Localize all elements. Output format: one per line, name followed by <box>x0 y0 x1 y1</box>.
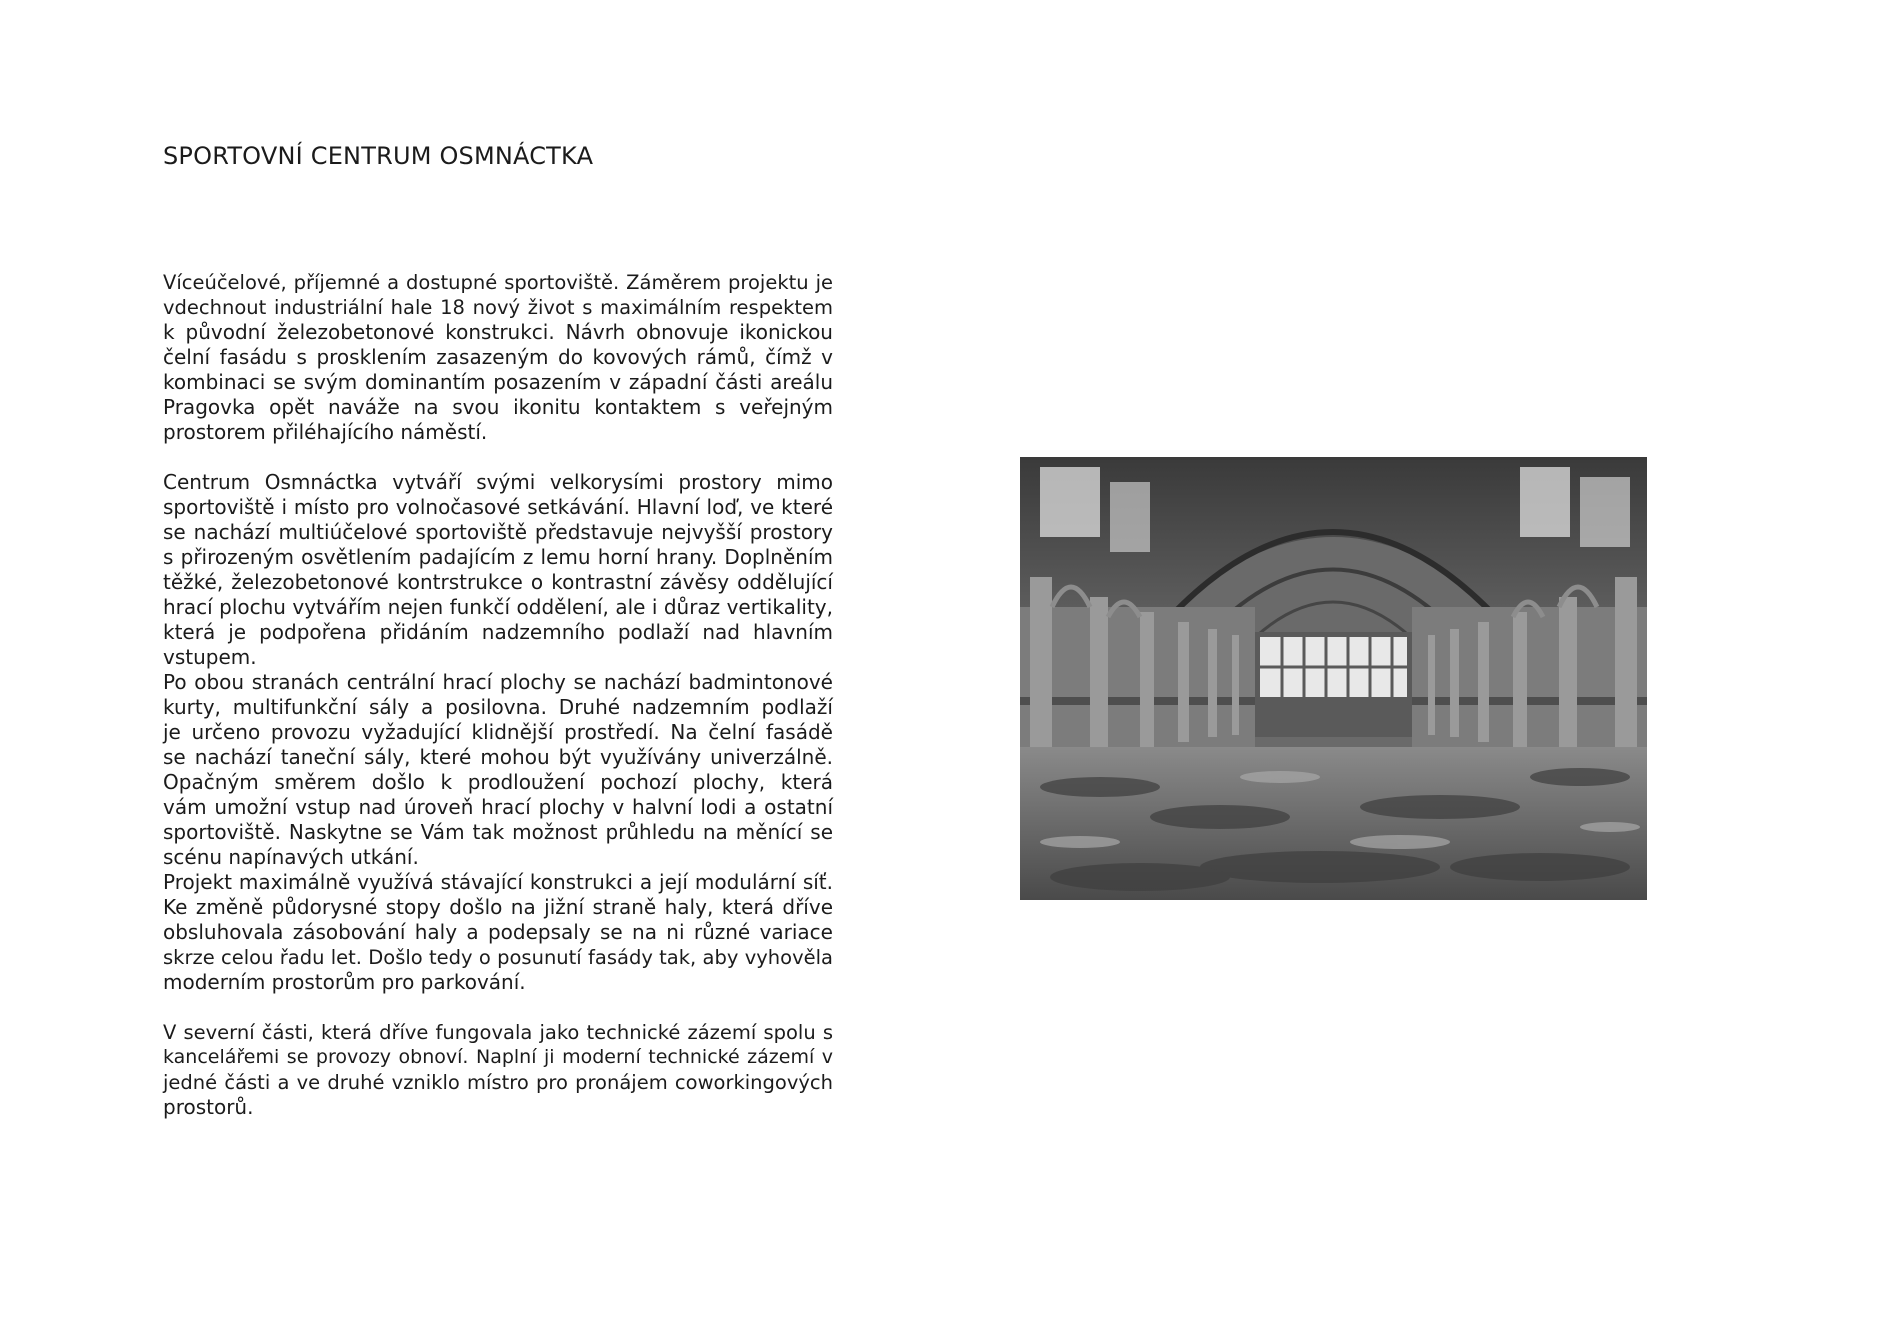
text-line: jedné části a ve druhé vzniklo místro pro pronájem coworkingových <box>163 1071 833 1094</box>
text-line: Pragovka opět naváže na svou ikonitu kontaktem s veřejným <box>163 395 833 419</box>
text-line: kurty, multifunkční sály a posilovna. Druhé nadzemním podlaží <box>163 695 833 719</box>
body-text <box>163 270 833 1145</box>
industrial-hall-photo <box>1020 457 1647 900</box>
text-line: V severní části, která dříve fungovala jako technické zázemí spolu s <box>163 1021 833 1044</box>
text-line: se nachází multiúčelové sportoviště představuje nejvyšší prostory <box>163 520 833 544</box>
text-line: se nachází taneční sály, které mohou být využívány univerzálně. <box>163 745 833 769</box>
text-line: vdechnout industriální hale 18 nový život s maximálním respektem <box>163 296 833 319</box>
paragraph-main <box>163 470 833 995</box>
text-line: kombinaci se svým dominantím posazením v západní části areálu <box>163 370 833 394</box>
page-title: SPORTOVNÍ CENTRUM OSMNÁCTKA <box>163 142 594 170</box>
paragraph-north <box>163 1020 833 1120</box>
text-line: vám umožní vstup nad úroveň hrací plochy v halvní lodi a ostatní <box>163 795 833 819</box>
text-line: Po obou stranách centrální hrací plochy se nachází badmintonové <box>163 670 833 694</box>
text-line: obsluhovala zásobování haly a podepsaly se na ni různé variace <box>163 920 833 944</box>
text-line: kancelářemi se provozy obnoví. Naplní ji moderní technické zázemí v <box>163 1046 833 1068</box>
text-line: k původní železobetonové konstrukci. Návrh obnovuje ikonickou <box>163 320 833 344</box>
text-line: Víceúčelové, příjemné a dostupné sportoviště. Záměrem projektu je <box>163 271 833 294</box>
text-line: sportoviště. Naskytne se Vám tak možnost průhledu na měnící se <box>163 820 833 844</box>
industrial-hall-image <box>1020 457 1647 900</box>
text-line: prostorů. <box>163 1095 254 1119</box>
text-line: moderním prostorům pro parkování. <box>163 970 526 994</box>
text-line: Ke změně půdorysné stopy došlo na jižní straně haly, která dříve <box>163 895 833 919</box>
text-line: Centrum Osmnáctka vytváří svými velkorysími prostory mimo <box>163 470 833 494</box>
text-line: prostorem přiléhajícího náměstí. <box>163 420 488 444</box>
text-line: s přirozeným osvětlením padajícím z lemu horní hrany. Doplněním <box>163 545 833 569</box>
paragraph-intro <box>163 270 833 445</box>
text-line: sportoviště i místo pro volnočasové setkávání. Hlavní loď, ve které <box>163 495 833 519</box>
text-line: Opačným směrem došlo k prodloužení pochozí plochy, která <box>163 770 833 794</box>
text-line: je určeno provozu vyžadující klidnější prostředí. Na čelní fasádě <box>163 720 833 744</box>
text-line: těžké, železobetonové kontrstrukce o kontrastní závěsy oddělující <box>163 570 833 594</box>
text-line: scénu napínavých utkání. <box>163 845 419 869</box>
text-line: která je podpořena přidáním nadzemního podlaží nad hlavním <box>163 620 833 644</box>
text-line: Projekt maximálně využívá stávající konstrukci a její modulární síť. <box>163 870 833 894</box>
text-line: hrací plochu vytvářím nejen funkčí oddělení, ale i důraz vertikality, <box>163 595 833 619</box>
text-line: vstupem. <box>163 645 257 669</box>
text-line: skrze celou řadu let. Došlo tedy o posunutí fasády tak, aby vyhověla <box>163 946 833 969</box>
text-line: čelní fasádu s prosklením zasazeným do kovových rámů, čímž v <box>163 345 833 369</box>
